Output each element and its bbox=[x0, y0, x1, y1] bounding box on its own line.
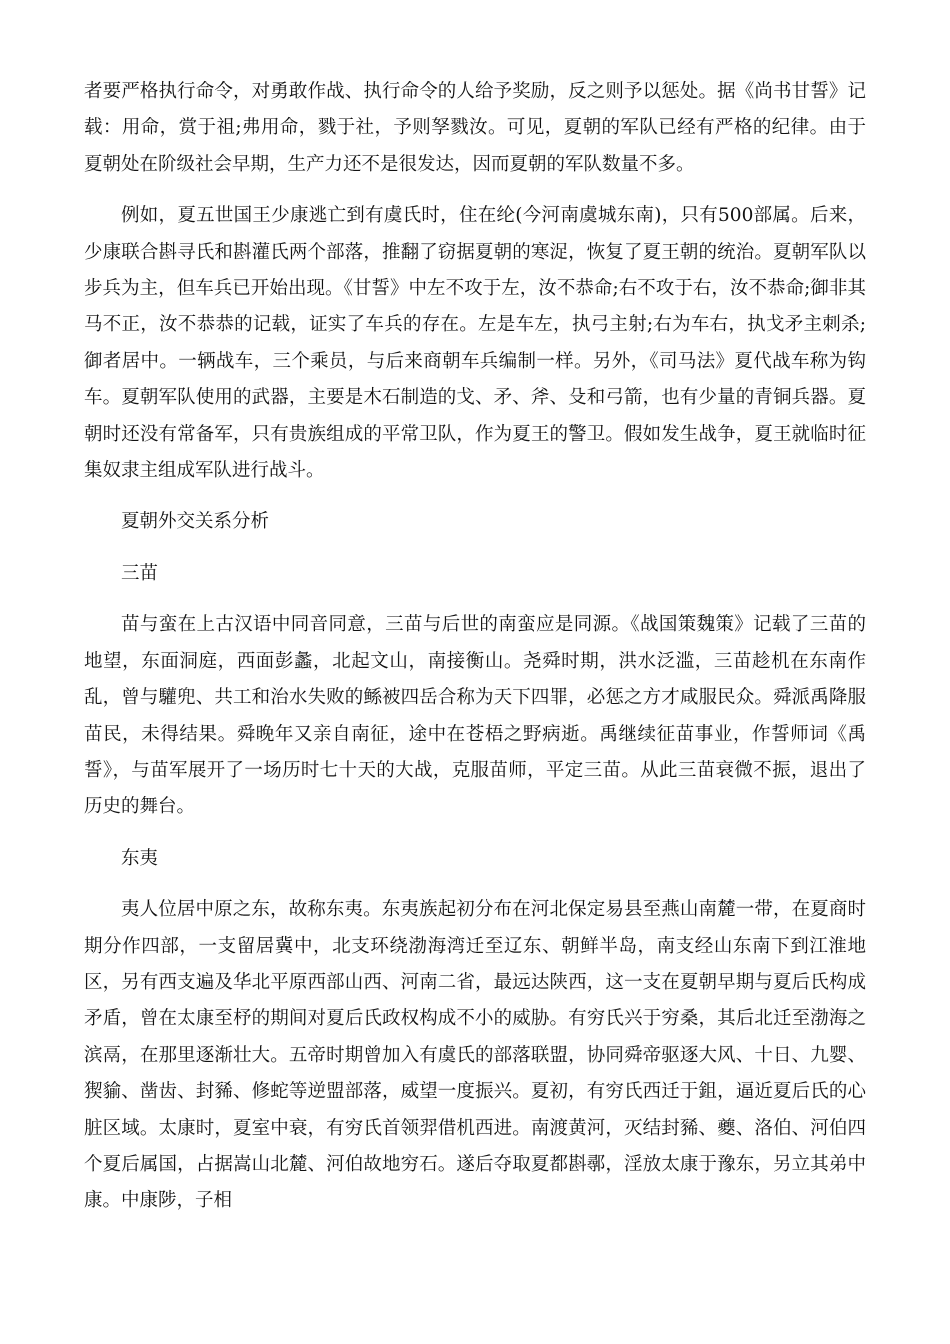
subheading-sanmiao: 三苗 bbox=[121, 562, 159, 584]
paragraph-xia-army: 例如，夏五世国王少康逃亡到有虞氏时，住在纶(今河南虞城东南)，只有500部属。后来，少康联合斟寻氏和斟灌氏两个部落，推翻了窃据夏朝的寒浞，恢复了夏王朝的统治。夏朝军队以步兵为主，但车兵已开始出现。《甘誓》中左不攻于左，汝不恭命;右不攻于右，汝不恭命;御非其马不正，汝不恭恭的记载，证实了车兵的存在。左是车左，执弓主射;右为车右，执戈矛主刺杀;御者居中。一辆战车，三个乘员，与后来商朝车兵编制一样。另外，《司马法》夏代战车称为钩车。夏朝军队使用的武器，主要是木石制造的戈、矛、斧、殳和弓箭，也有少量的青铜兵器。夏朝时还没有常备军，只有贵族组成的平常卫队，作为夏王的警卫。假如发生战争，夏王就临时征集奴隶主组成军队进行战斗。 bbox=[84, 205, 866, 482]
section-heading-foreign-relations: 夏朝外交关系分析 bbox=[121, 511, 270, 533]
paragraph-dongyi: 夷人位居中原之东，故称东夷。东夷族起初分布在河北保定易县至燕山南麓一带，在夏商时期分作四部，一支留居冀中，北支环绕渤海湾迁至辽东、朝鲜半岛，南支经山东南下到江淮地区，另有西支遍及华北平原西部山西、河南二省，最远达陕西，这一支在夏朝早期与夏后氏构成矛盾，曾在太康至杼的期间对夏后氏政权构成不小的威胁。有穷氏兴于穷桑，其后北迁至渤海之滨鬲，在那里逐渐壮大。五帝时期曾加入有虞氏的部落联盟，协同舜帝驱逐大风、十日、九婴、猰貐、凿齿、封豨、修蛇等逆盟部落，威望一度振兴。夏初，有穷氏西迁于鉏，逼近夏后氏的心脏区域。太康时，夏室中衰，有穷氏首领羿借机西进。南渡黄河，灭结封豨、夔、洛伯、河伯四个夏后属国，占据嵩山北麓、河伯故地穷石。遂后夺取夏都斟鄩，淫放太康于豫东，另立其弟中康。中康陟，子相 bbox=[84, 899, 866, 1212]
paragraph-continuation: 者要严格执行命令，对勇敢作战、执行命令的人给予奖励，反之则予以惩处。据《尚书甘誓》记载：用命，赏于祖;弗用命，戮于社，予则孥戮汝。可见，夏朝的军队已经有严格的纪律。由于夏朝处在阶级社会早期，生产力还不是很发达，因而夏朝的军队数量不多。 bbox=[84, 81, 866, 175]
subheading-dongyi: 东夷 bbox=[121, 847, 159, 869]
document-page bbox=[84, 74, 866, 1235]
paragraph-sanmiao: 苗与蛮在上古汉语中同音同意，三苗与后世的南蛮应是同源。《战国策魏策》记载了三苗的地望，东面洞庭，西面彭蠡，北起文山，南接衡山。尧舜时期，洪水泛滥，三苗趁机在东南作乱，曾与驩兜、共工和治水失败的鲧被四岳合称为天下四罪，必惩之方才咸服民众。舜派禹降服苗民，未得结果。舜晚年又亲自南征，途中在苍梧之野病逝。禹继续征苗事业，作誓师词《禹誓》，与苗军展开了一场历时七十天的大战，克服苗师，平定三苗。从此三苗衰微不振，退出了历史的舞台。 bbox=[84, 614, 866, 818]
